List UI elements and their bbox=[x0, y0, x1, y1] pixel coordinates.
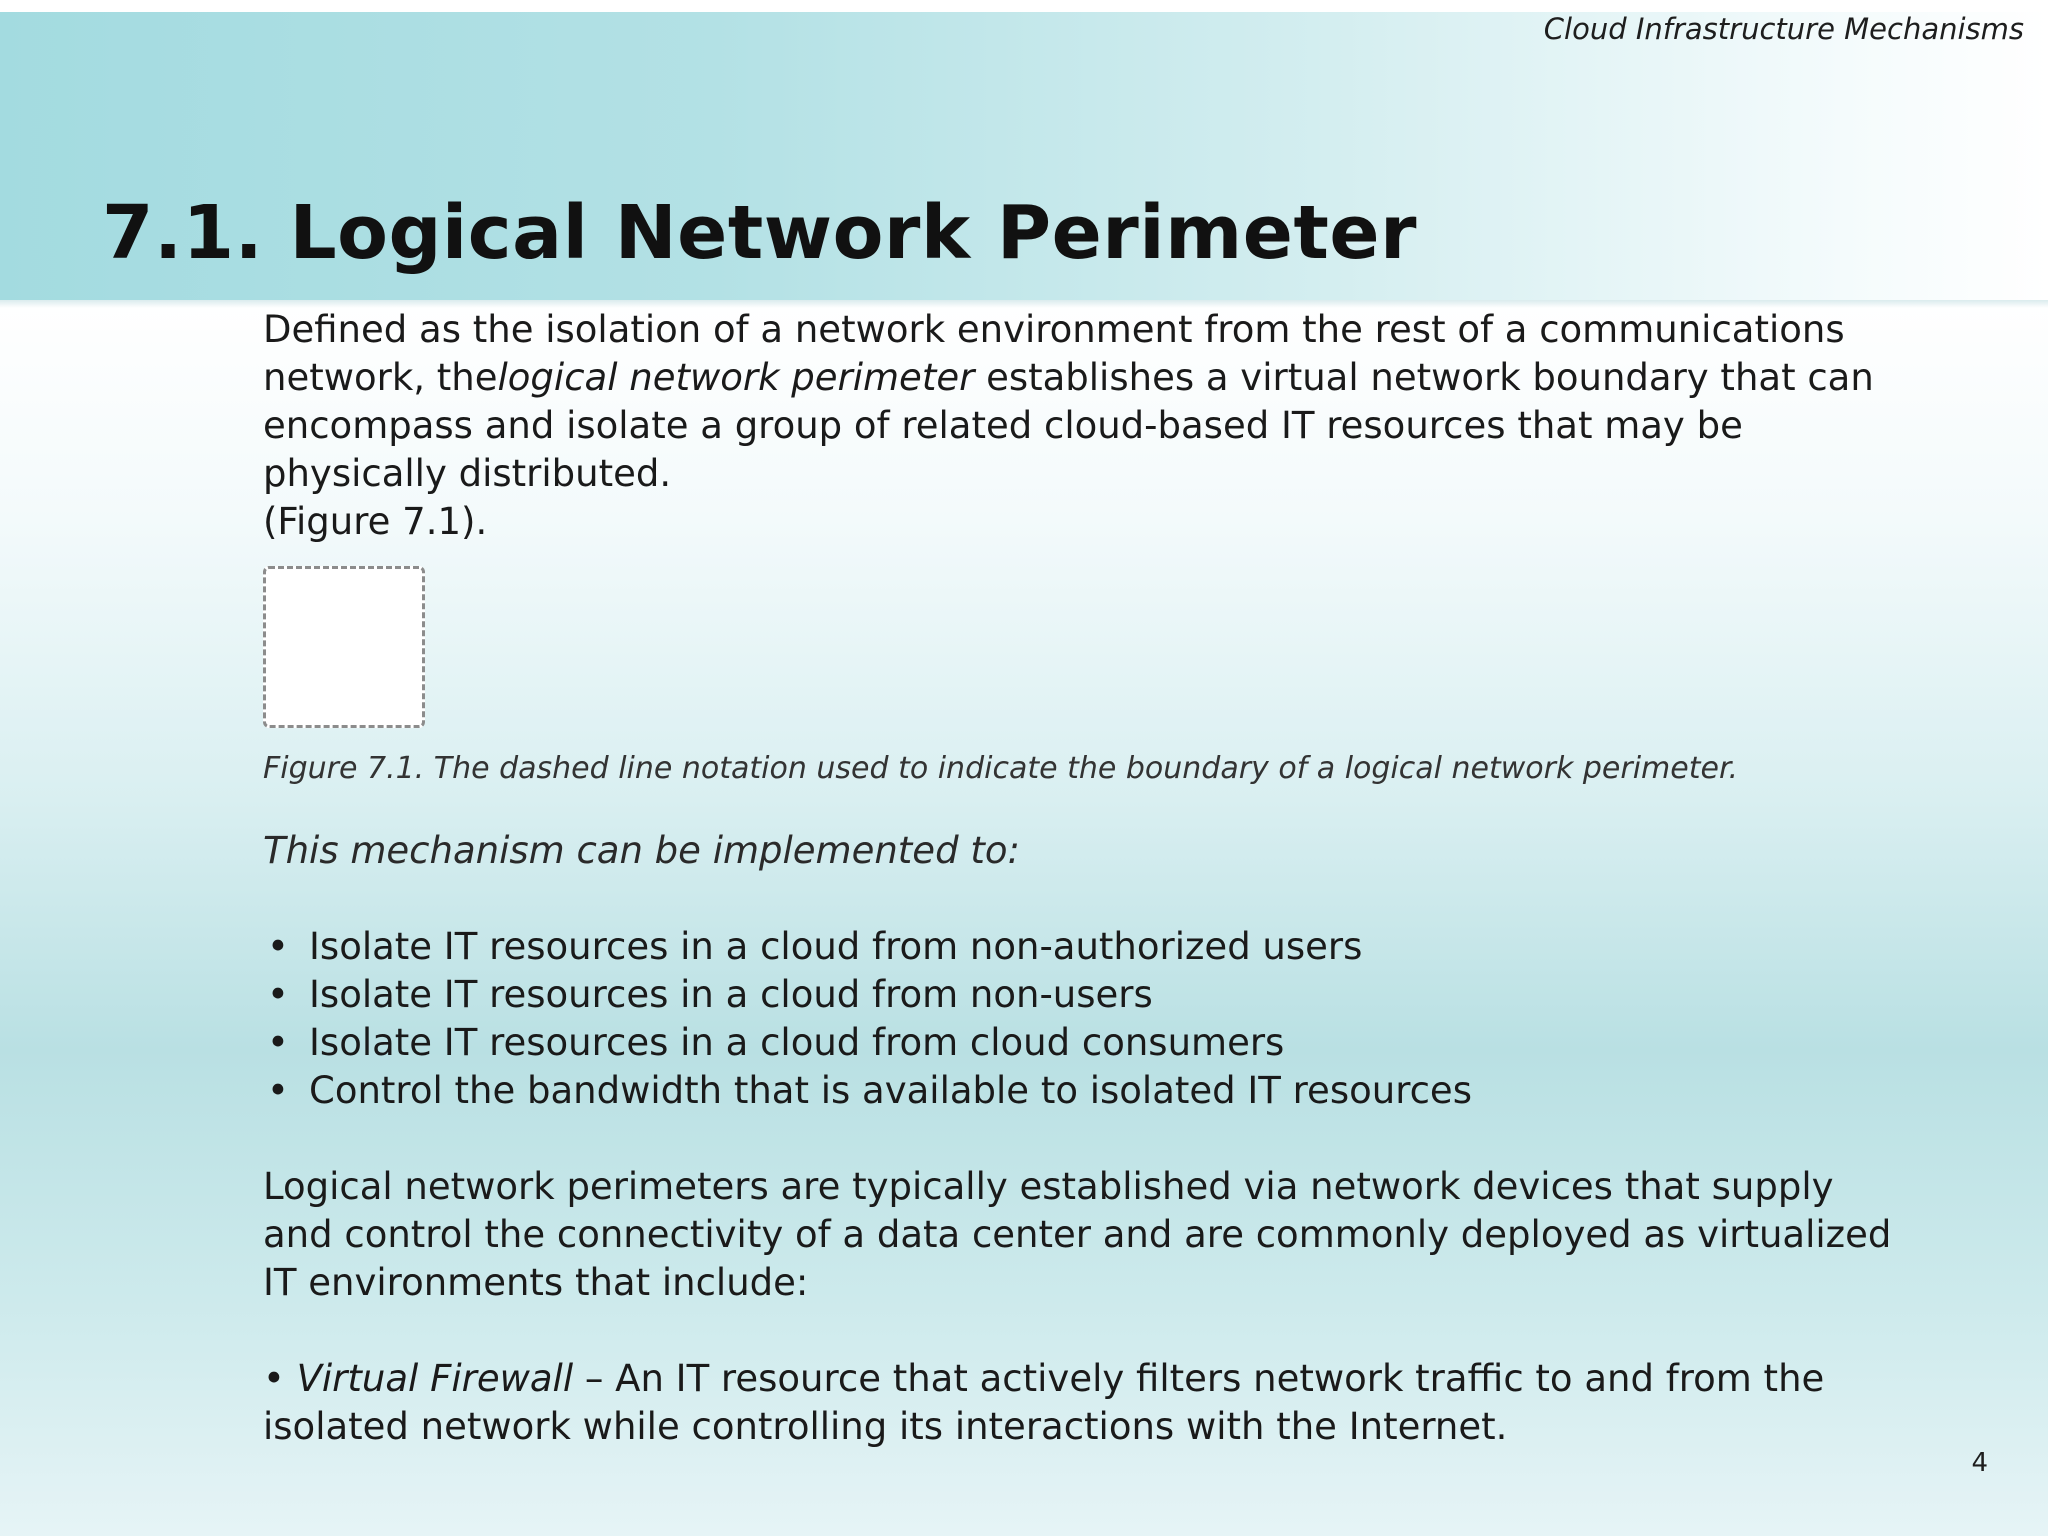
virtual-firewall-description: – An IT resource that actively filters network traffic to and from the isolated network while controlling its interactions with the Internet. bbox=[263, 1357, 1825, 1448]
figure-caption: Figure 7.1. The dashed line notation used to indicate the boundary of a logical network perimeter. bbox=[263, 751, 1739, 786]
lead-in-text: This mechanism can be implemented to: bbox=[263, 829, 1020, 872]
deployment-paragraph: Logical network perimeters are typically established via network devices that supply and control the connectivity of a data center and are commonly deployed as virtualized IT environments that include: bbox=[263, 1165, 1892, 1304]
slide-title: 7.1. Logical Network Perimeter bbox=[102, 190, 1418, 276]
bullet-item: • Isolate IT resources in a cloud from non-authorized users bbox=[263, 923, 1903, 971]
bullet-item: • Control the bandwidth that is available to isolated IT resources bbox=[263, 1067, 1903, 1115]
virtual-firewall-term: Virtual Firewall bbox=[296, 1357, 574, 1400]
bullet-list bbox=[263, 923, 1903, 1115]
intro-text-before: Defined as the isolation of a network environment from the rest of a communications network, the bbox=[263, 308, 1845, 399]
page-number: 4 bbox=[1971, 1448, 1988, 1478]
virtual-firewall-item bbox=[263, 1355, 1903, 1451]
figure-reference: (Figure 7.1). bbox=[263, 500, 488, 543]
bullet-item: • Isolate IT resources in a cloud from non-users bbox=[263, 971, 1903, 1019]
slide-content bbox=[263, 306, 1903, 1451]
intro-paragraph bbox=[263, 306, 1903, 498]
intro-text-after: establishes a virtual network boundary that can encompass and isolate a group of related cloud-based IT resources that may be physically distributed. bbox=[263, 356, 1874, 495]
virtual-firewall-bullet: • bbox=[263, 1357, 297, 1400]
dashed-perimeter-figure bbox=[263, 566, 425, 728]
top-strip bbox=[0, 0, 2048, 12]
section-header: Cloud Infrastructure Mechanisms bbox=[1543, 12, 2024, 46]
intro-term: logical network perimeter bbox=[497, 356, 975, 399]
bullet-item: • Isolate IT resources in a cloud from cloud consumers bbox=[263, 1019, 1903, 1067]
